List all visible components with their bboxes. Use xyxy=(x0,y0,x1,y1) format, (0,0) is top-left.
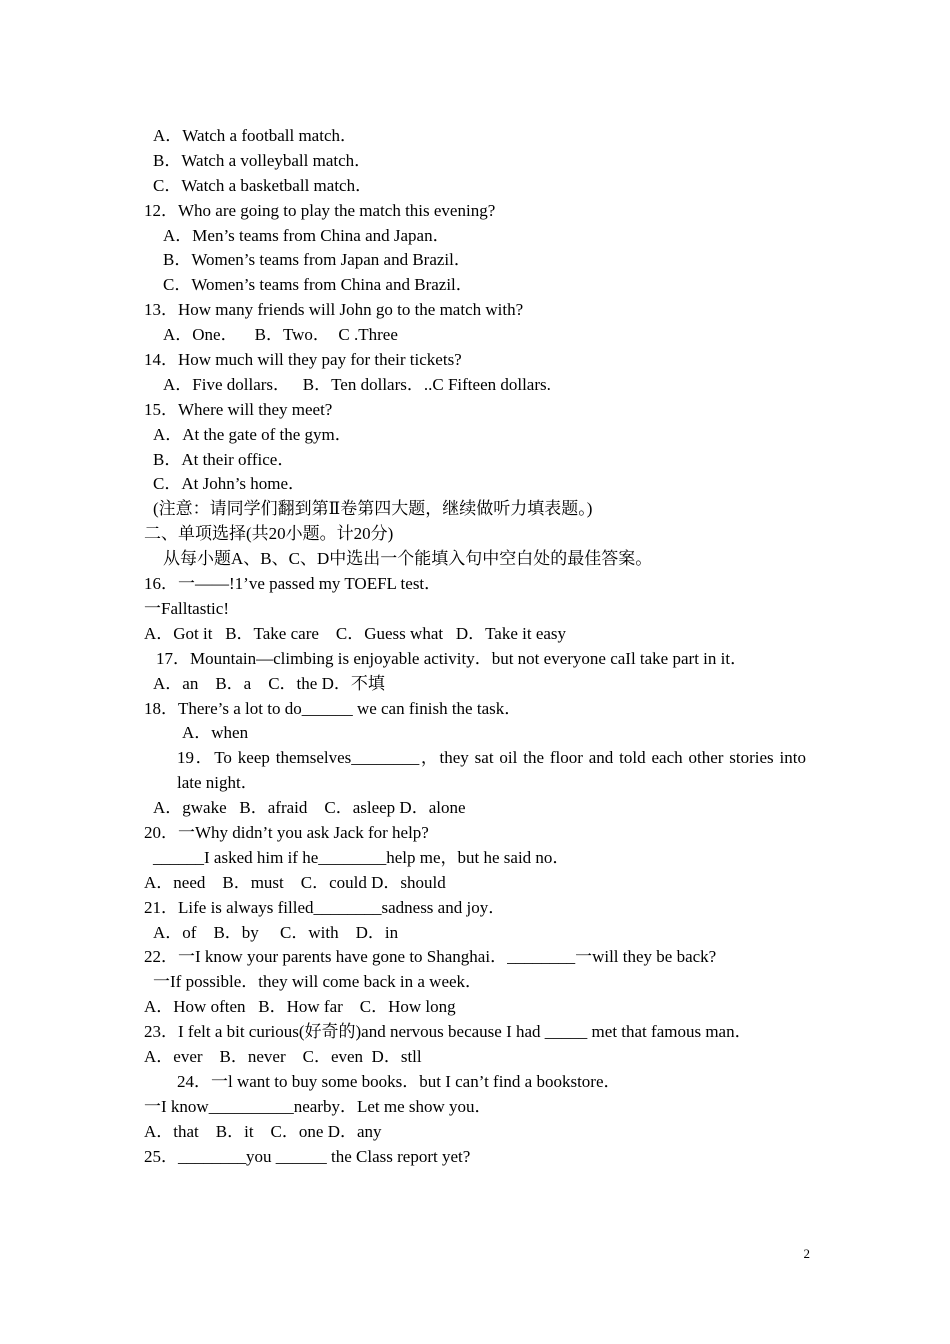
q14-options: A．Five dollars． B．Ten dollars．..C Fifteen dollars. xyxy=(163,374,551,394)
q20-options: A．need B．must C．could D．should xyxy=(144,872,446,892)
question-21: 21．Life is always filled________sadness and joy． xyxy=(144,897,506,917)
question-19: 19．To keep themselves________，they sat oil the floor and told each other stories into late night． xyxy=(177,748,806,793)
q12-option-b: B．Women’s teams from Japan and Brazil． xyxy=(163,250,471,270)
q20-response: ______I asked him if he________help me，but he said no． xyxy=(153,847,570,867)
question-15: 15．Where will they meet? xyxy=(144,399,333,419)
question-14: 14．How much will they pay for their tickets? xyxy=(144,350,462,370)
section-heading: 二、单项选择(共20小题。计20分) xyxy=(144,524,394,544)
question-22: 22．一I know your parents have gone to Shanghai．________一will they be back? xyxy=(144,947,717,967)
page-number: 2 xyxy=(803,1246,810,1261)
q16-options: A．Got it B．Take care C．Guess what D．Take it easy xyxy=(144,623,567,643)
question-25: 25．________you ______ the Class report yet? xyxy=(144,1146,471,1166)
question-20: 20．一Why didn’t you ask Jack for help? xyxy=(144,822,429,842)
q17-options: A．an B．a C．the D．不填 xyxy=(153,673,385,693)
q15-option-a: A．At the gate of the gym． xyxy=(153,424,352,444)
question-13: 13．How many friends will John go to the match with? xyxy=(144,300,524,320)
q21-options: A．of B．by C．with D．in xyxy=(153,922,399,942)
q22-response: 一If possible．they will come back in a week． xyxy=(153,972,483,992)
q12-option-c: C．Women’s teams from China and Brazil． xyxy=(163,275,473,295)
question-12: 12．Who are going to play the match this evening? xyxy=(144,200,496,220)
question-18: 18．There’s a lot to do______ we can finish the task． xyxy=(144,698,522,718)
question-24: 24．一l want to buy some books．but I can’t find a bookstore． xyxy=(177,1071,621,1091)
q24-options: A．that B．it C．one D．any xyxy=(144,1121,382,1141)
question-16: 16．一——!1’ve passed my TOEFL test． xyxy=(144,574,442,594)
document-body xyxy=(144,124,806,1169)
q22-options: A．How often B．How far C．How long xyxy=(144,997,456,1017)
q15-option-c: C．At John’s home． xyxy=(153,474,306,494)
question-17: 17．Mountain—climbing is enjoyable activity．but not everyone caIl take part in it． xyxy=(156,648,748,668)
q13-options: A．One． B．Two． C .Three xyxy=(163,325,398,345)
listening-note: (注意：请同学们翻到第Ⅱ卷第四大题，继续做听力填表题。) xyxy=(153,499,593,519)
q24-response: 一I know__________nearby．Let me show you． xyxy=(144,1096,492,1116)
q16-response: 一Falltastic! xyxy=(144,598,229,618)
q19-options: A．gwake B．afraid C．asleep D．alone xyxy=(153,798,466,818)
q11-option-c: C．Watch a basketball match． xyxy=(153,175,373,195)
question-23: 23．I felt a bit curious(好奇的)and nervous because I had _____ met that famous man． xyxy=(144,1022,752,1042)
q11-option-a: A．Watch a football match． xyxy=(153,126,357,145)
q18-option-a: A．when xyxy=(182,723,249,743)
q12-option-a: A．Men’s teams from China and Japan． xyxy=(163,225,450,245)
section-instructions: 从每小题A、B、C、D中选出一个能填入句中空白处的最佳答案。 xyxy=(163,549,653,569)
q15-option-b: B．At their office． xyxy=(153,449,295,469)
q11-option-b: B．Watch a volleyball match． xyxy=(153,150,372,170)
q23-options: A．ever B．never C．even D．stll xyxy=(144,1047,422,1067)
